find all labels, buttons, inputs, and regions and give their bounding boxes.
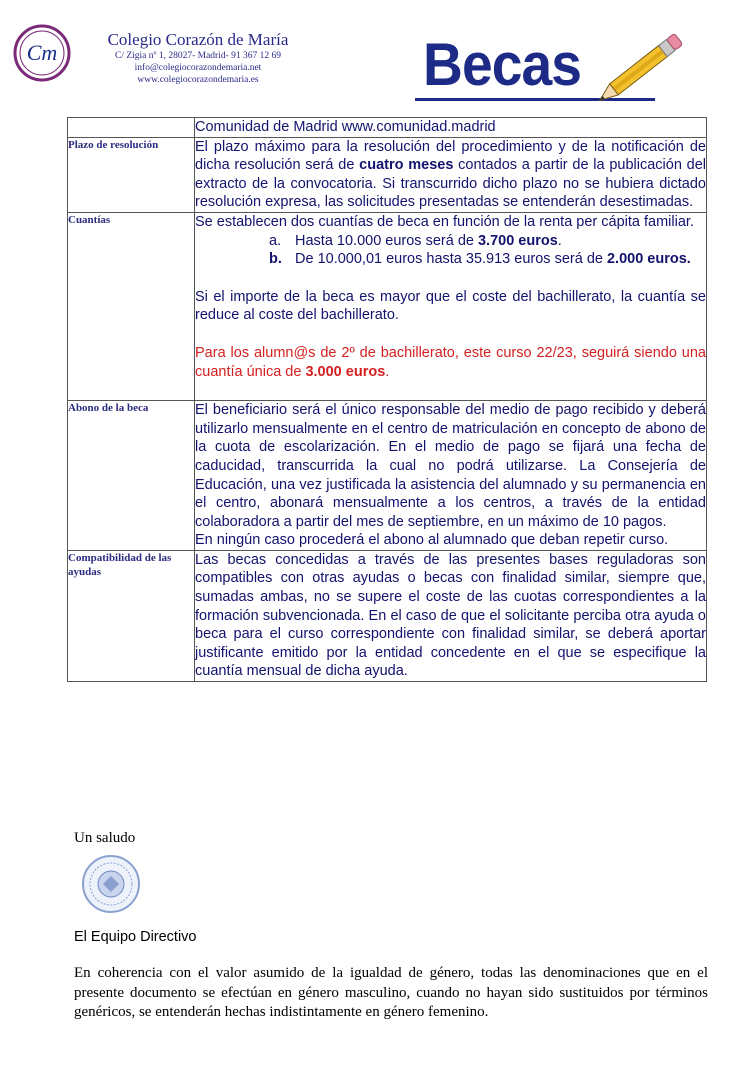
becas-banner (415, 28, 685, 108)
source-cell (195, 118, 707, 138)
item-a-text: Hasta 10.000 euros será de (295, 232, 478, 249)
list-item (195, 250, 706, 269)
table-row (68, 118, 707, 138)
school-info (78, 30, 318, 86)
row-content-abono (195, 401, 707, 551)
gender-note: En coherencia con el valor asumido de la igualdad de género, todas las denominaciones que en el presente documento se efectúan en género masculino, cuando no hayan sido sustituidos por términos genéricos, se entenderán hechas indistintamente en género femenino. (74, 965, 708, 1020)
greeting: Un saludo (74, 830, 136, 846)
plazo-text: El plazo máximo para la resolución del procedimiento y de la notificación de dicha resolución será de (195, 138, 706, 174)
abono-text-2: En ningún caso procederá el abono al alumnado que deban repetir curso. (195, 532, 669, 549)
row-label-abono: Abono de la beca (68, 401, 195, 551)
table-row (68, 401, 707, 551)
cuantias-coste: Si el importe de la beca es mayor que el coste del bachillerato, la cuantía se reduce al coste del bachillerato. (195, 288, 706, 324)
item-b-text: De 10.000,01 euros hasta 35.913 euros será de (295, 251, 607, 268)
source-text: Comunidad de Madrid www.comunidad.madrid (195, 119, 496, 135)
cuantias-red-note (195, 344, 706, 381)
becas-title: Becas (423, 31, 582, 98)
plazo-bold: cuatro meses (359, 157, 454, 174)
table-row (68, 212, 707, 400)
pencil-icon (585, 24, 695, 114)
school-logo (13, 24, 71, 82)
school-name: Colegio Corazón de María (107, 30, 289, 49)
red-bold: 3.000 euros (305, 363, 386, 380)
list-marker: a. (269, 232, 282, 249)
row-label-plazo: Plazo de resolución (68, 137, 195, 212)
table-row (68, 550, 707, 681)
abono-text: El beneficiario será el único responsable del medio de pago recibido y deberá utilizarlo mensualmente en el centro de matriculación en concepto de abono de la cuota de escolarización. En el medio de pago se fijará una fecha de caducidad, transcurrida la cual no podrá utilizarse. La Consejería de Educación, una vez justificada la asistencia del alumnado y su permanencia en el centro, abonará mensualmente a los centros, a través de la entidad colaboradora a partir del mes de septiembre, en un máximo de 10 pagos. (195, 402, 706, 530)
signature-team: El Equipo Directivo (74, 929, 197, 945)
school-email: info@colegiocorazondemaria.net (134, 63, 262, 73)
svg-text:Cm: Cm (26, 40, 58, 65)
letterhead (0, 0, 750, 115)
plazo-text-end: contados a partir de la publicación del extracto de la convocatoria. Si transcurrido dicho plazo no se hubiera dictado resolución expresa, las solicitudes presentadas se entenderán desestimadas. (195, 157, 706, 211)
red-end: . (385, 363, 390, 380)
empty-label-cell (68, 118, 195, 138)
cuantias-intro: Se establecen dos cuantías de beca en función de la renta per cápita familiar. (195, 213, 694, 230)
row-label-compat: Compatibilidad de las ayudas (68, 550, 195, 681)
item-a-end: . (557, 232, 562, 249)
item-a-bold: 3.700 euros (477, 232, 558, 249)
table-row (68, 137, 707, 212)
row-content-compat (195, 550, 707, 681)
school-seal (81, 854, 141, 914)
red-text: Para los alumn@s de 2º de bachillerato, este curso 22/23, seguirá siendo una cuantía única de (195, 344, 706, 380)
compat-text: Las becas concedidas a través de las presentes bases reguladoras son compatibles con otras ayudas o becas con finalidad similar, siempre que, sumadas ambas, no se supere el coste de las cuotas correspondientes a la formación subvencionada. En el caso de que el solicitante perciba otra ayuda o beca para el curso correspondiente con finalidad similar, se deberá aportar justificante emitido por la entidad concedente en el que se especifique la cuantía mensual de dicha ayuda. (195, 551, 706, 680)
becas-info-table (67, 117, 707, 682)
item-b-bold: 2.000 euros. (606, 251, 691, 268)
row-content-cuantias (195, 212, 707, 400)
school-website: www.colegiocorazondemaria.es (137, 75, 259, 85)
list-item (195, 232, 706, 251)
school-address: C/ Zigia nº 1, 28027- Madrid- 91 367 12 69 (114, 51, 281, 61)
row-label-cuantias: Cuantías (68, 212, 195, 400)
row-content-plazo (195, 137, 707, 212)
list-marker: b. (269, 251, 282, 268)
